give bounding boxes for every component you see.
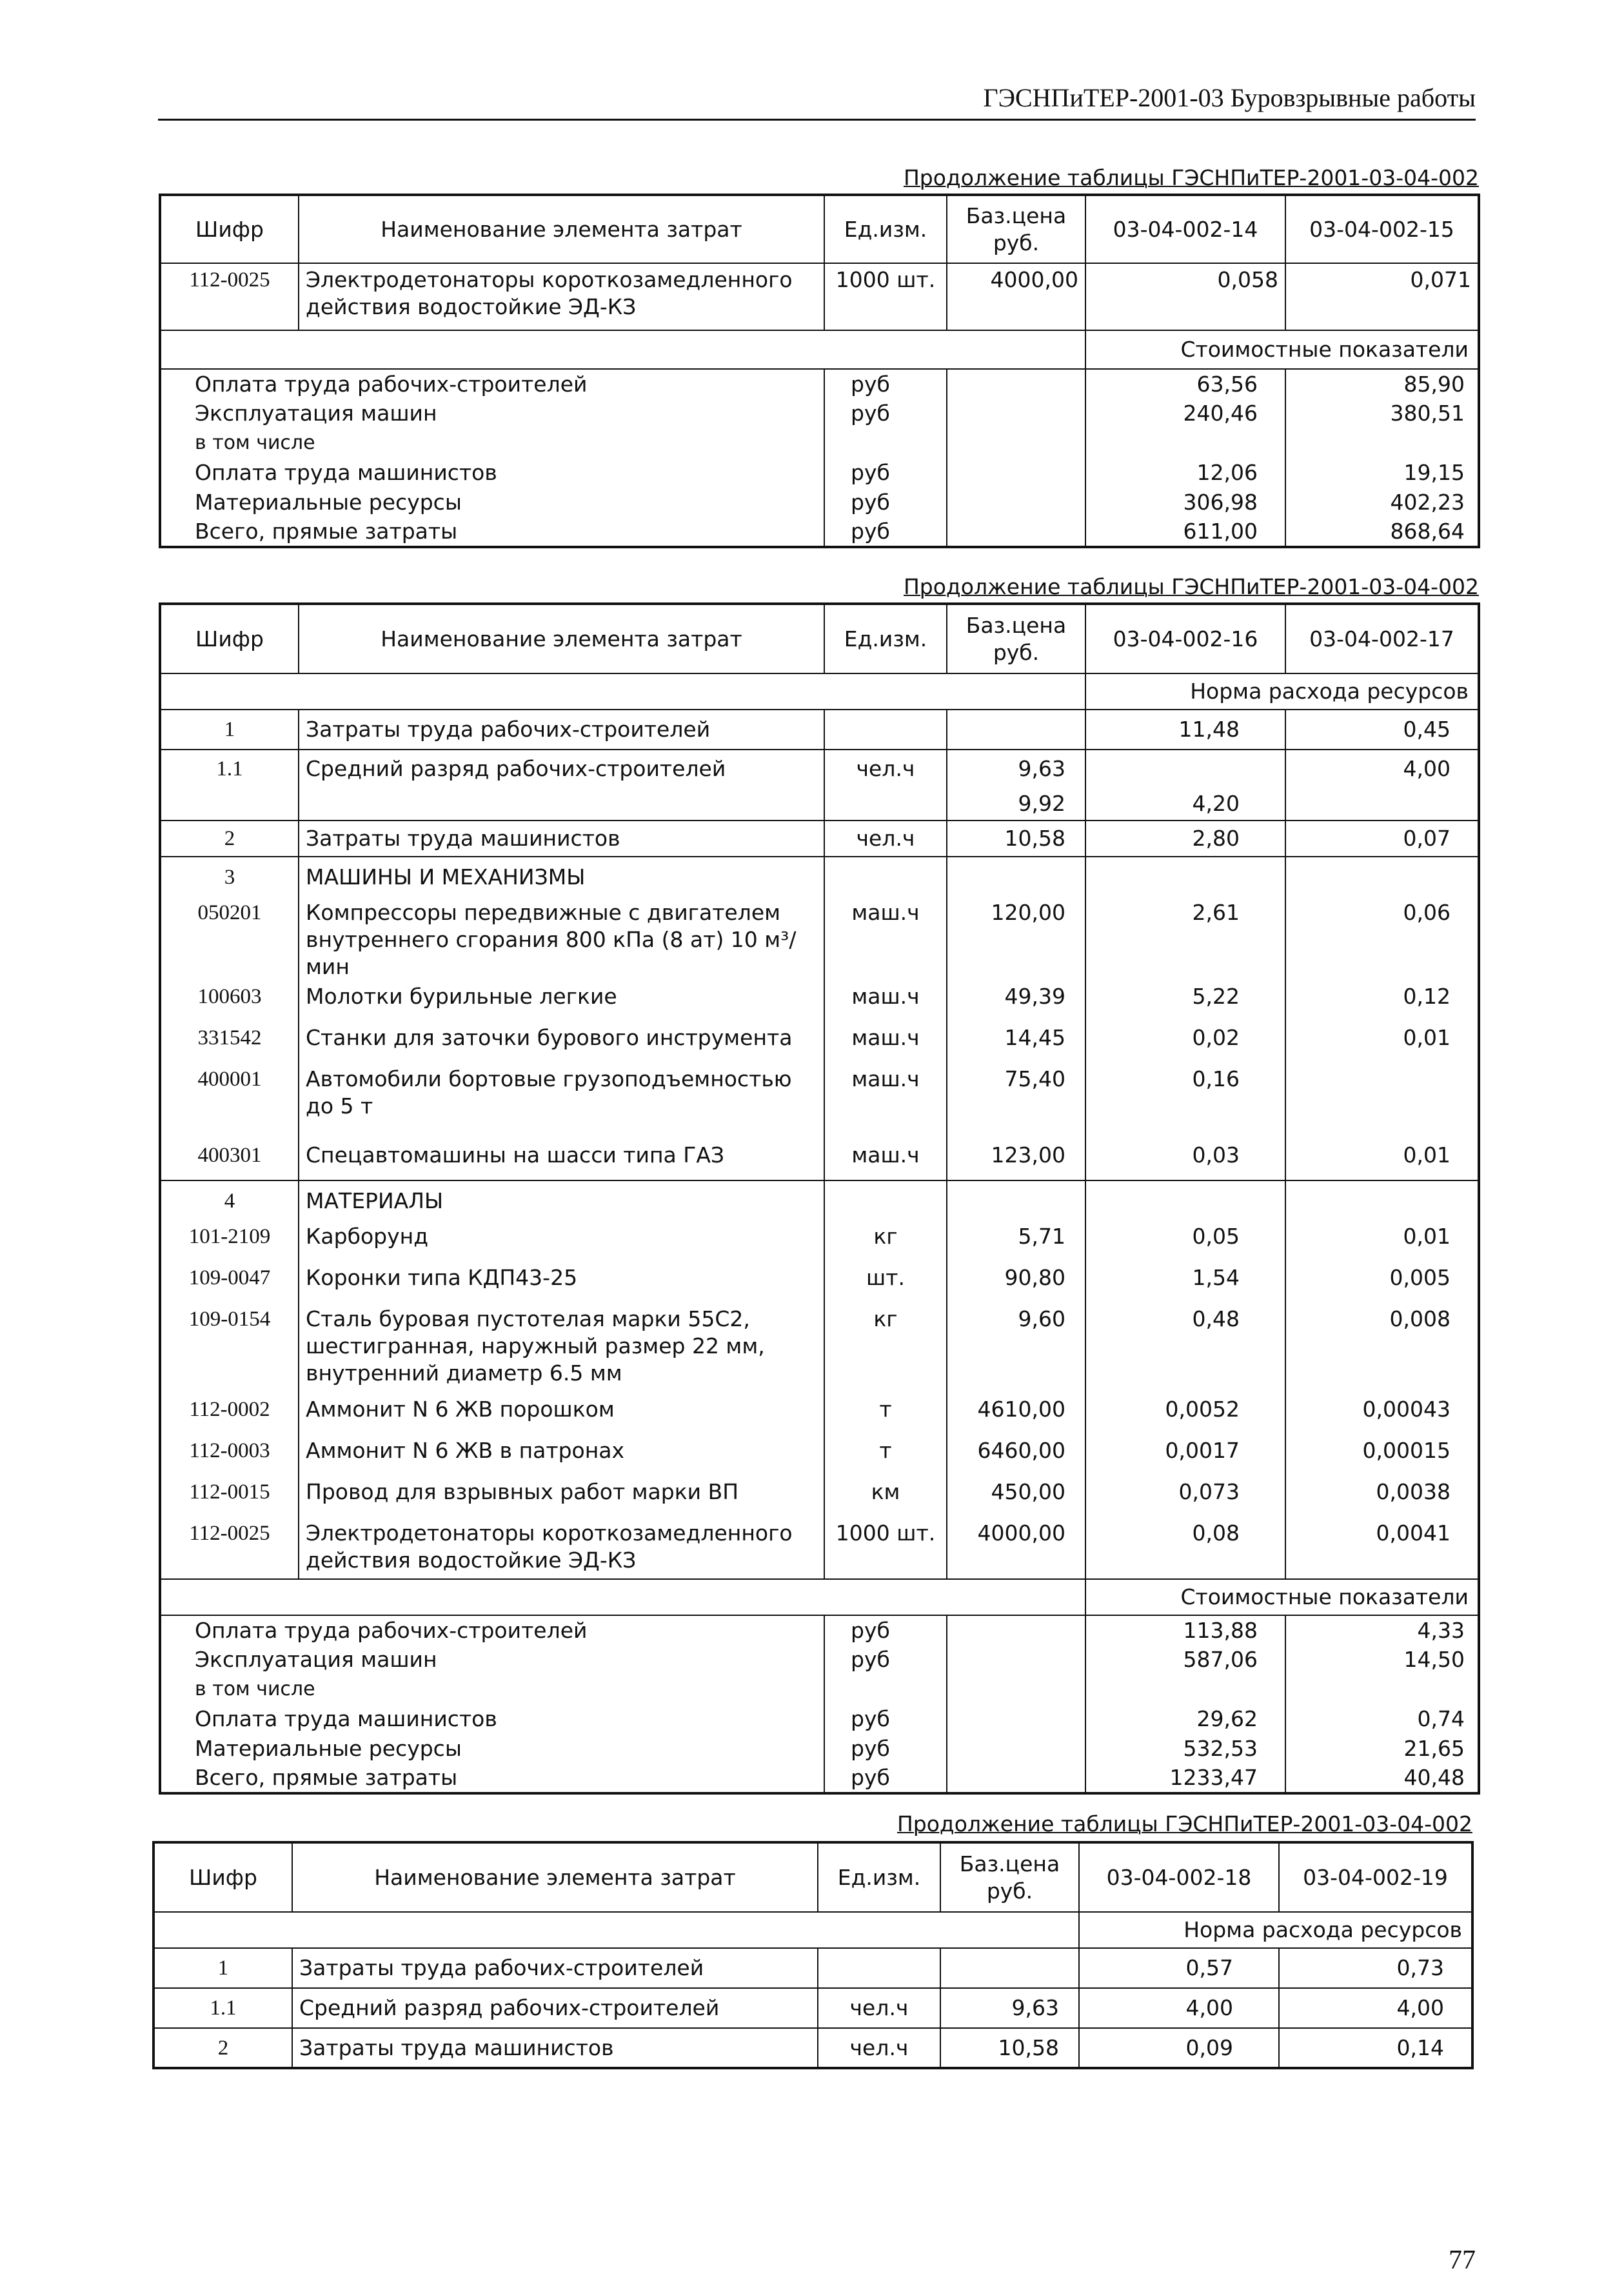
row-unit: маш.ч bbox=[824, 897, 947, 980]
resource-rows bbox=[153, 1948, 1472, 2068]
row-code: 400001 bbox=[160, 1063, 299, 1139]
cost-value-b: 14,50 bbox=[1285, 1645, 1479, 1675]
row-code: 109-0047 bbox=[160, 1262, 299, 1303]
row-value-a: 0,02 bbox=[1085, 1022, 1285, 1063]
row-unit: маш.ч bbox=[824, 1139, 947, 1180]
row-value-b: 0,07 bbox=[1285, 821, 1479, 857]
row-value-b bbox=[1285, 857, 1479, 897]
cost-unit: руб bbox=[824, 458, 947, 488]
row-value-a bbox=[1085, 1180, 1285, 1220]
cost-row bbox=[160, 517, 1479, 547]
row-code: 112-0025 bbox=[160, 263, 299, 330]
col-header-b: 03-04-002-15 bbox=[1285, 195, 1479, 263]
row-value-a: 4,00 bbox=[1079, 1988, 1279, 2028]
row-price: 4610,00 bbox=[947, 1393, 1085, 1435]
cost-unit: руб bbox=[824, 399, 947, 428]
row-name: Затраты труда рабочих-строителей bbox=[299, 710, 824, 750]
row-unit: 1000 шт. bbox=[824, 1517, 947, 1579]
row-unit bbox=[824, 710, 947, 750]
row-code: 050201 bbox=[160, 897, 299, 980]
cost-value-b: 40,48 bbox=[1285, 1764, 1479, 1793]
row-unit: т bbox=[824, 1393, 947, 1435]
cost-price-empty bbox=[947, 1764, 1085, 1793]
row-code: 1 bbox=[160, 710, 299, 750]
row-name: Затраты труда машинистов bbox=[292, 2028, 818, 2068]
section-heading-row bbox=[160, 857, 1479, 897]
cost-value-a: 29,62 bbox=[1085, 1704, 1285, 1734]
row-value-b: 0,01 bbox=[1285, 1022, 1479, 1063]
table-row bbox=[153, 1988, 1472, 2028]
row-name: Средний разряд рабочих-строителей bbox=[292, 1988, 818, 2028]
row-name bbox=[299, 787, 824, 821]
section-cost-label: Стоимостные показатели bbox=[1085, 1579, 1479, 1615]
table-row bbox=[160, 980, 1479, 1022]
resource-rows bbox=[160, 710, 1479, 1579]
row-name: Коронки типа КДП43-25 bbox=[299, 1262, 824, 1303]
cost-value-a: 532,53 bbox=[1085, 1734, 1285, 1764]
row-value-b bbox=[1285, 1063, 1479, 1139]
row-code: 1.1 bbox=[153, 1988, 292, 2028]
cost-row bbox=[160, 1734, 1479, 1764]
cost-value-b bbox=[1285, 1675, 1479, 1704]
cost-unit: руб bbox=[824, 1704, 947, 1734]
cost-label: Оплата труда машинистов bbox=[160, 458, 824, 488]
cost-price-empty bbox=[947, 1645, 1085, 1675]
row-value-a: 5,22 bbox=[1085, 980, 1285, 1022]
table-row bbox=[160, 1435, 1479, 1476]
row-value-a: 1,54 bbox=[1085, 1262, 1285, 1303]
col-header-code: Шифр bbox=[160, 195, 299, 263]
cost-row bbox=[160, 1675, 1479, 1704]
row-price: 5,71 bbox=[947, 1220, 1085, 1262]
cost-row bbox=[160, 369, 1479, 399]
row-code: 100603 bbox=[160, 980, 299, 1022]
col-header-b: 03-04-002-17 bbox=[1285, 604, 1479, 673]
row-code: 112-0003 bbox=[160, 1435, 299, 1476]
row-price: 90,80 bbox=[947, 1262, 1085, 1303]
col-header-name: Наименование элемента затрат bbox=[292, 1842, 818, 1912]
row-unit bbox=[818, 1948, 940, 1988]
row-name: Затраты труда машинистов bbox=[299, 821, 824, 857]
row-value-a: 0,08 bbox=[1085, 1517, 1285, 1579]
row-value-b: 0,73 bbox=[1279, 1948, 1472, 1988]
row-price bbox=[947, 710, 1085, 750]
cost-table-1 bbox=[159, 194, 1480, 548]
row-value-b: 4,00 bbox=[1285, 750, 1479, 787]
table-header-row bbox=[160, 195, 1479, 263]
cost-row bbox=[160, 1764, 1479, 1793]
row-price: 49,39 bbox=[947, 980, 1085, 1022]
row-unit: кг bbox=[824, 1220, 947, 1262]
cost-value-b bbox=[1285, 428, 1479, 458]
cost-price-empty bbox=[947, 399, 1085, 428]
section-heading-row bbox=[160, 1180, 1479, 1220]
row-price: 75,40 bbox=[947, 1063, 1085, 1139]
cost-label: в том числе bbox=[160, 428, 824, 458]
cost-value-a: 587,06 bbox=[1085, 1645, 1285, 1675]
table-row bbox=[153, 1948, 1472, 1988]
row-price: 9,92 bbox=[947, 787, 1085, 821]
row-price: 123,00 bbox=[947, 1139, 1085, 1180]
row-code: 2 bbox=[153, 2028, 292, 2068]
row-value-b bbox=[1285, 787, 1479, 821]
cost-value-a: 113,88 bbox=[1085, 1615, 1285, 1645]
table-header-row bbox=[160, 604, 1479, 673]
row-price bbox=[947, 1180, 1085, 1220]
row-value-a bbox=[1085, 750, 1285, 787]
row-value-a: 0,073 bbox=[1085, 1476, 1285, 1517]
row-value-b: 0,0038 bbox=[1285, 1476, 1479, 1517]
row-unit: чел.ч bbox=[818, 2028, 940, 2068]
resource-table-2 bbox=[159, 602, 1480, 1795]
cost-unit: руб bbox=[824, 1734, 947, 1764]
row-value-a: 2,61 bbox=[1085, 897, 1285, 980]
row-code: 1 bbox=[153, 1948, 292, 1988]
row-name: Автомобили бортовые грузоподъемностью до 5 т bbox=[299, 1063, 824, 1139]
table-row bbox=[160, 787, 1479, 821]
row-value-a bbox=[1085, 857, 1285, 897]
row-name: Электродетонаторы короткозамедленного действия водостойкие ЭД-КЗ bbox=[299, 1517, 824, 1579]
row-unit: чел.ч bbox=[824, 750, 947, 787]
cost-price-empty bbox=[947, 517, 1085, 547]
cost-price-empty bbox=[947, 458, 1085, 488]
cost-row bbox=[160, 399, 1479, 428]
row-value-a: 11,48 bbox=[1085, 710, 1285, 750]
cost-value-a: 63,56 bbox=[1085, 369, 1285, 399]
row-name: Провод для взрывных работ марки ВП bbox=[299, 1476, 824, 1517]
cost-unit: руб bbox=[824, 488, 947, 517]
row-unit: маш.ч bbox=[824, 1022, 947, 1063]
col-header-unit: Ед.изм. bbox=[818, 1842, 940, 1912]
cost-value-a bbox=[1085, 428, 1285, 458]
row-value-a: 4,20 bbox=[1085, 787, 1285, 821]
cost-value-a: 1233,47 bbox=[1085, 1764, 1285, 1793]
cost-label: Всего, прямые затраты bbox=[160, 517, 824, 547]
row-unit bbox=[824, 857, 947, 897]
section-norm-label: Норма расхода ресурсов bbox=[1085, 673, 1479, 710]
cost-unit bbox=[824, 428, 947, 458]
row-price: 120,00 bbox=[947, 897, 1085, 980]
row-value-a: 0,03 bbox=[1085, 1139, 1285, 1180]
row-code: 2 bbox=[160, 821, 299, 857]
col-header-unit: Ед.изм. bbox=[824, 604, 947, 673]
cost-value-b: 402,23 bbox=[1285, 488, 1479, 517]
cost-label: Материальные ресурсы bbox=[160, 488, 824, 517]
col-header-b: 03-04-002-19 bbox=[1279, 1842, 1472, 1912]
table-row bbox=[160, 897, 1479, 980]
cost-value-a: 12,06 bbox=[1085, 458, 1285, 488]
table-row bbox=[160, 750, 1479, 787]
cost-value-b: 4,33 bbox=[1285, 1615, 1479, 1645]
cost-unit: руб bbox=[824, 369, 947, 399]
row-value-a: 0,09 bbox=[1079, 2028, 1279, 2068]
row-code: 1.1 bbox=[160, 750, 299, 787]
cost-label: Оплата труда рабочих-строителей bbox=[160, 1615, 824, 1645]
row-price: 10,58 bbox=[947, 821, 1085, 857]
row-unit: км bbox=[824, 1476, 947, 1517]
cost-value-b: 21,65 bbox=[1285, 1734, 1479, 1764]
cost-value-b: 85,90 bbox=[1285, 369, 1479, 399]
row-value-b: 0,45 bbox=[1285, 710, 1479, 750]
row-price: 9,60 bbox=[947, 1303, 1085, 1393]
table-row bbox=[160, 263, 1479, 330]
row-code: 331542 bbox=[160, 1022, 299, 1063]
cost-price-empty bbox=[947, 369, 1085, 399]
col-header-price: Баз.цена руб. bbox=[947, 604, 1085, 673]
cost-unit: руб bbox=[824, 517, 947, 547]
row-code: 3 bbox=[160, 857, 299, 897]
cost-value-a bbox=[1085, 1675, 1285, 1704]
cost-unit: руб bbox=[824, 1615, 947, 1645]
section-row bbox=[160, 1579, 1479, 1615]
resource-table-3 bbox=[152, 1841, 1474, 2069]
col-header-a: 03-04-002-14 bbox=[1085, 195, 1285, 263]
row-price: 4000,00 bbox=[947, 263, 1085, 330]
row-value-b: 0,005 bbox=[1285, 1262, 1479, 1303]
row-price: 9,63 bbox=[940, 1988, 1079, 2028]
table-row bbox=[160, 821, 1479, 857]
row-name: Станки для заточки бурового инструмента bbox=[299, 1022, 824, 1063]
cost-price-empty bbox=[947, 1615, 1085, 1645]
col-header-a: 03-04-002-16 bbox=[1085, 604, 1285, 673]
cost-label: Оплата труда рабочих-строителей bbox=[160, 369, 824, 399]
row-value-b: 0,071 bbox=[1285, 263, 1479, 330]
col-header-unit: Ед.изм. bbox=[824, 195, 947, 263]
table-row bbox=[160, 1262, 1479, 1303]
row-value-a: 0,058 bbox=[1085, 263, 1285, 330]
row-code: 400301 bbox=[160, 1139, 299, 1180]
row-code: 109-0154 bbox=[160, 1303, 299, 1393]
row-code: 112-0025 bbox=[160, 1517, 299, 1579]
row-unit: чел.ч bbox=[818, 1988, 940, 2028]
row-name: Молотки бурильные легкие bbox=[299, 980, 824, 1022]
cost-row bbox=[160, 1645, 1479, 1675]
cost-value-b: 868,64 bbox=[1285, 517, 1479, 547]
row-value-b: 0,00015 bbox=[1285, 1435, 1479, 1476]
cost-rows bbox=[160, 369, 1479, 547]
row-value-b: 4,00 bbox=[1279, 1988, 1472, 2028]
cost-row bbox=[160, 488, 1479, 517]
row-unit: 1000 шт. bbox=[824, 263, 947, 330]
table-row bbox=[160, 1220, 1479, 1262]
row-value-a: 0,16 bbox=[1085, 1063, 1285, 1139]
row-code: 112-0002 bbox=[160, 1393, 299, 1435]
table-row bbox=[160, 1303, 1479, 1393]
row-price: 14,45 bbox=[947, 1022, 1085, 1063]
row-name: Компрессоры передвижные с двигателем внутреннего сгорания 800 кПа (8 ат) 10 м³/мин bbox=[299, 897, 824, 980]
row-value-b: 0,01 bbox=[1285, 1220, 1479, 1262]
table-row bbox=[160, 710, 1479, 750]
section-cost-label: Стоимостные показатели bbox=[1085, 330, 1479, 369]
cost-value-a: 306,98 bbox=[1085, 488, 1285, 517]
cost-value-b: 380,51 bbox=[1285, 399, 1479, 428]
cost-price-empty bbox=[947, 1675, 1085, 1704]
row-unit bbox=[824, 787, 947, 821]
row-value-b: 0,06 bbox=[1285, 897, 1479, 980]
row-name: Карборунд bbox=[299, 1220, 824, 1262]
table-caption-1: Продолжение таблицы ГЭСНПиТЕР-2001-03-04-002 bbox=[903, 165, 1479, 190]
table-row bbox=[160, 1393, 1479, 1435]
row-price: 450,00 bbox=[947, 1476, 1085, 1517]
row-name: Аммонит N 6 ЖВ в патронах bbox=[299, 1435, 824, 1476]
section-row bbox=[160, 673, 1479, 710]
running-head: ГЭСНПиТЕР-2001-03 Буровзрывные работы bbox=[983, 83, 1476, 112]
table-header-row bbox=[153, 1842, 1472, 1912]
cost-label: Эксплуатация машин bbox=[160, 1645, 824, 1675]
section-norm-label: Норма расхода ресурсов bbox=[1079, 1912, 1472, 1948]
row-price bbox=[947, 857, 1085, 897]
table-caption-2: Продолжение таблицы ГЭСНПиТЕР-2001-03-04-002 bbox=[903, 574, 1479, 599]
row-unit: маш.ч bbox=[824, 980, 947, 1022]
col-header-price: Баз.цена руб. bbox=[947, 195, 1085, 263]
row-value-b: 0,00043 bbox=[1285, 1393, 1479, 1435]
row-unit bbox=[824, 1180, 947, 1220]
cost-value-a: 611,00 bbox=[1085, 517, 1285, 547]
row-code: 101-2109 bbox=[160, 1220, 299, 1262]
row-name: Сталь буровая пустотелая марки 55С2, шестигранная, наружный размер 22 мм, внутренний диаметр 6.5 мм bbox=[299, 1303, 824, 1393]
row-value-b bbox=[1285, 1180, 1479, 1220]
col-header-a: 03-04-002-18 bbox=[1079, 1842, 1279, 1912]
col-header-code: Шифр bbox=[160, 604, 299, 673]
table-row bbox=[153, 2028, 1472, 2068]
row-name: Затраты труда рабочих-строителей bbox=[292, 1948, 818, 1988]
cost-price-empty bbox=[947, 1704, 1085, 1734]
table-row bbox=[160, 1517, 1479, 1579]
row-name: Электродетонаторы короткозамедленного действия водостойкие ЭД-КЗ bbox=[299, 263, 824, 330]
col-header-name: Наименование элемента затрат bbox=[299, 195, 824, 263]
row-unit: шт. bbox=[824, 1262, 947, 1303]
cost-label: в том числе bbox=[160, 1675, 824, 1704]
row-value-a: 2,80 bbox=[1085, 821, 1285, 857]
table-row bbox=[160, 1476, 1479, 1517]
table-row bbox=[160, 1139, 1479, 1180]
row-unit: кг bbox=[824, 1303, 947, 1393]
cost-label: Оплата труда машинистов bbox=[160, 1704, 824, 1734]
cost-value-b: 19,15 bbox=[1285, 458, 1479, 488]
row-value-a: 0,0052 bbox=[1085, 1393, 1285, 1435]
cost-label: Эксплуатация машин bbox=[160, 399, 824, 428]
row-value-b: 0,14 bbox=[1279, 2028, 1472, 2068]
header-rule bbox=[158, 119, 1476, 121]
row-name: МАТЕРИАЛЫ bbox=[299, 1180, 824, 1220]
row-unit: чел.ч bbox=[824, 821, 947, 857]
col-header-code: Шифр bbox=[153, 1842, 292, 1912]
cost-price-empty bbox=[947, 1734, 1085, 1764]
col-header-price: Баз.цена руб. bbox=[940, 1842, 1079, 1912]
cost-unit: руб bbox=[824, 1645, 947, 1675]
row-value-b: 0,01 bbox=[1285, 1139, 1479, 1180]
cost-row bbox=[160, 458, 1479, 488]
row-value-b: 0,0041 bbox=[1285, 1517, 1479, 1579]
row-value-a: 0,48 bbox=[1085, 1303, 1285, 1393]
table-caption-3: Продолжение таблицы ГЭСНПиТЕР-2001-03-04-002 bbox=[896, 1811, 1472, 1836]
row-name: Аммонит N 6 ЖВ порошком bbox=[299, 1393, 824, 1435]
section-row bbox=[153, 1912, 1472, 1948]
table-row bbox=[160, 1022, 1479, 1063]
row-price: 4000,00 bbox=[947, 1517, 1085, 1579]
cost-row bbox=[160, 1704, 1479, 1734]
row-value-a: 0,0017 bbox=[1085, 1435, 1285, 1476]
col-header-name: Наименование элемента затрат bbox=[299, 604, 824, 673]
cost-unit: руб bbox=[824, 1764, 947, 1793]
cost-value-a: 240,46 bbox=[1085, 399, 1285, 428]
page-number: 77 bbox=[1449, 2245, 1476, 2275]
cost-row bbox=[160, 428, 1479, 458]
cost-price-empty bbox=[947, 428, 1085, 458]
section-row bbox=[160, 330, 1479, 369]
cost-value-b: 0,74 bbox=[1285, 1704, 1479, 1734]
row-unit: маш.ч bbox=[824, 1063, 947, 1139]
row-price bbox=[940, 1948, 1079, 1988]
row-price: 6460,00 bbox=[947, 1435, 1085, 1476]
table-row bbox=[160, 1063, 1479, 1139]
cost-label: Материальные ресурсы bbox=[160, 1734, 824, 1764]
cost-price-empty bbox=[947, 488, 1085, 517]
row-name: Средний разряд рабочих-строителей bbox=[299, 750, 824, 787]
cost-row bbox=[160, 1615, 1479, 1645]
cost-rows bbox=[160, 1615, 1479, 1793]
row-price: 10,58 bbox=[940, 2028, 1079, 2068]
row-price: 9,63 bbox=[947, 750, 1085, 787]
row-value-b: 0,12 bbox=[1285, 980, 1479, 1022]
row-unit: т bbox=[824, 1435, 947, 1476]
row-code bbox=[160, 787, 299, 821]
row-code: 4 bbox=[160, 1180, 299, 1220]
row-value-a: 0,57 bbox=[1079, 1948, 1279, 1988]
row-name: Спецавтомашины на шасси типа ГАЗ bbox=[299, 1139, 824, 1180]
row-code: 112-0015 bbox=[160, 1476, 299, 1517]
row-value-b: 0,008 bbox=[1285, 1303, 1479, 1393]
cost-label: Всего, прямые затраты bbox=[160, 1764, 824, 1793]
row-value-a: 0,05 bbox=[1085, 1220, 1285, 1262]
row-name: МАШИНЫ И МЕХАНИЗМЫ bbox=[299, 857, 824, 897]
cost-unit bbox=[824, 1675, 947, 1704]
